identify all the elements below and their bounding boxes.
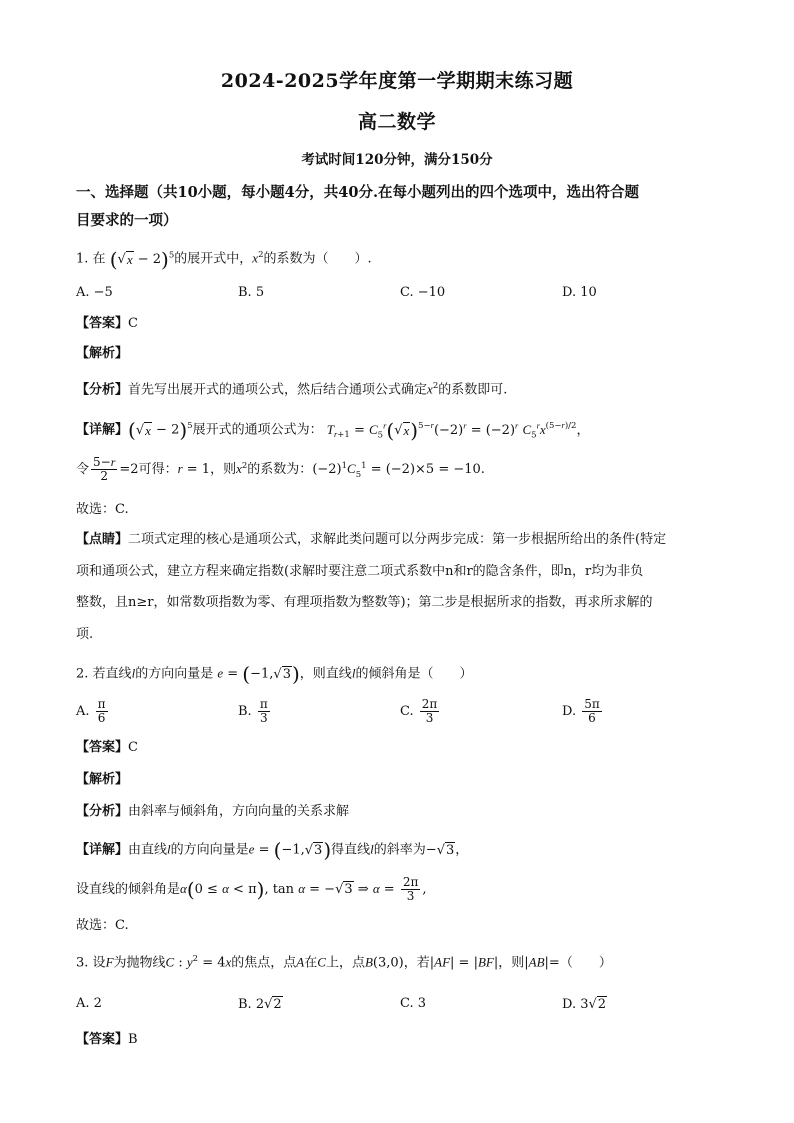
question-2: 2. 若直线l的方向向量是 e = (−1,√ 3 )，则直线l的倾斜角是（ ） <box>76 662 473 686</box>
q1-option-c[interactable]: C. −10 <box>400 285 446 300</box>
section-heading-line1: 一、选择题（共10小题，每小题4分，共40分.在每小题列出的四个选项中，选出符合题 <box>76 184 639 201</box>
q2-angle-line: 设直线的倾斜角是α(0 ≤ α < π), tan α = −√ 3 ⇒ α = $\frac{2\pi}{3}$ , <box>76 875 427 904</box>
q2-analysis-label: 【解析】 <box>76 772 129 787</box>
q2-option-b[interactable]: B. $\frac{\pi}{3}$ <box>238 697 268 726</box>
q3-option-a[interactable]: A. 2 <box>76 996 102 1011</box>
q3-option-b[interactable]: B. 2√ 2 <box>238 997 282 1012</box>
q2-option-d[interactable]: D. $\frac{5\pi}{6}$ <box>562 697 600 726</box>
q2-option-c[interactable]: C. $\frac{2\pi}{3}$ <box>400 697 438 726</box>
q1-dianjing-line2: 项和通项公式，建立方程来确定指数(求解时要注意二项式系数中n和r的隐含条件，即n，r均为非负 <box>76 564 644 579</box>
q2-answer: 【答案】C <box>76 740 138 755</box>
q3-answer: 【答案】B <box>76 1032 138 1047</box>
q1-general-term: $T_{r+1} = C_5^r(√$ x )$^{5-r}(-2)^r = (-2)^r$ $C_5^rx^{(5-r)/2}$， <box>326 418 590 442</box>
q1-expression: (√ x − 2)$^5$ <box>109 247 175 271</box>
q2-option-a[interactable]: A. $\frac{\pi}{6}$ <box>76 697 106 726</box>
question-1: 1. 在 (√ x − 2)$^5$的展开式中，$x^2$的系数为（ ）. <box>76 247 372 271</box>
question-3: 3. 设F为抛物线C : $y^2 = 4x$的焦点，点A在C上，点B(3,0)，若|AF| = |BF|，则|AB|=（ ） <box>76 954 612 971</box>
exam-info: 考试时间120分钟，满分150分 <box>301 152 493 168</box>
q1-option-d[interactable]: D. 10 <box>562 285 597 300</box>
q1-dianjing-line3: 整数，且n≥r，如常数项指数为零、有理项指数为整数等)；第二步是根据所求的指数，再求所求解的 <box>76 595 653 610</box>
q1-answer: 【答案】C <box>76 316 138 331</box>
q1-analysis-label: 【解析】 <box>76 346 129 361</box>
subject-title: 高二数学 <box>357 111 436 133</box>
q3-option-c[interactable]: C. 3 <box>400 996 427 1011</box>
page-title: 2024-2025学年度第一学期期末练习题 <box>220 70 574 92</box>
q1-dianjing-line4: 项. <box>76 627 94 642</box>
q3-option-d[interactable]: D. 3√ 2 <box>562 997 607 1012</box>
q1-xiangjie: 【详解】(√ x − 2)$^5$展开式的通项公式为： $T_{r+1} = C_5^r(√$ x )$^{5-r}(-2)^r = (-2)^r$ $C_5^rx^{(5-r)/2}$， <box>76 418 590 442</box>
q2-fenxi: 【分析】由斜率与倾斜角，方向向量的关系求解 <box>76 804 350 819</box>
q1-option-a[interactable]: A. −5 <box>76 285 113 300</box>
q1-option-b[interactable]: B. 5 <box>238 285 265 300</box>
q2-choice: 故选：C. <box>76 918 129 933</box>
q1-fenxi: 【分析】首先写出展开式的通项公式，然后结合通项公式确定$x^2$的系数即可. <box>76 381 508 398</box>
q1-dianjing-line1: 【点睛】二项式定理的核心是通项公式，求解此类问题可以分两步完成：第一步根据所给出的条件(特定 <box>76 532 667 547</box>
q2-xiangjie: 【详解】由直线l的方向向量是e = (−1,√ 3 )得直线l的斜率为−√ 3 ， <box>76 838 469 862</box>
q1-solve-line: 令 $\frac{5-r}{2}$ =2可得：r = 1，则$x^2$的系数为：$(-2)^1C_5^1 = (-2)\times 5 = -10$. <box>76 455 485 484</box>
section-heading-line2: 目要求的一项） <box>76 212 178 229</box>
q1-choice: 故选：C. <box>76 502 129 517</box>
